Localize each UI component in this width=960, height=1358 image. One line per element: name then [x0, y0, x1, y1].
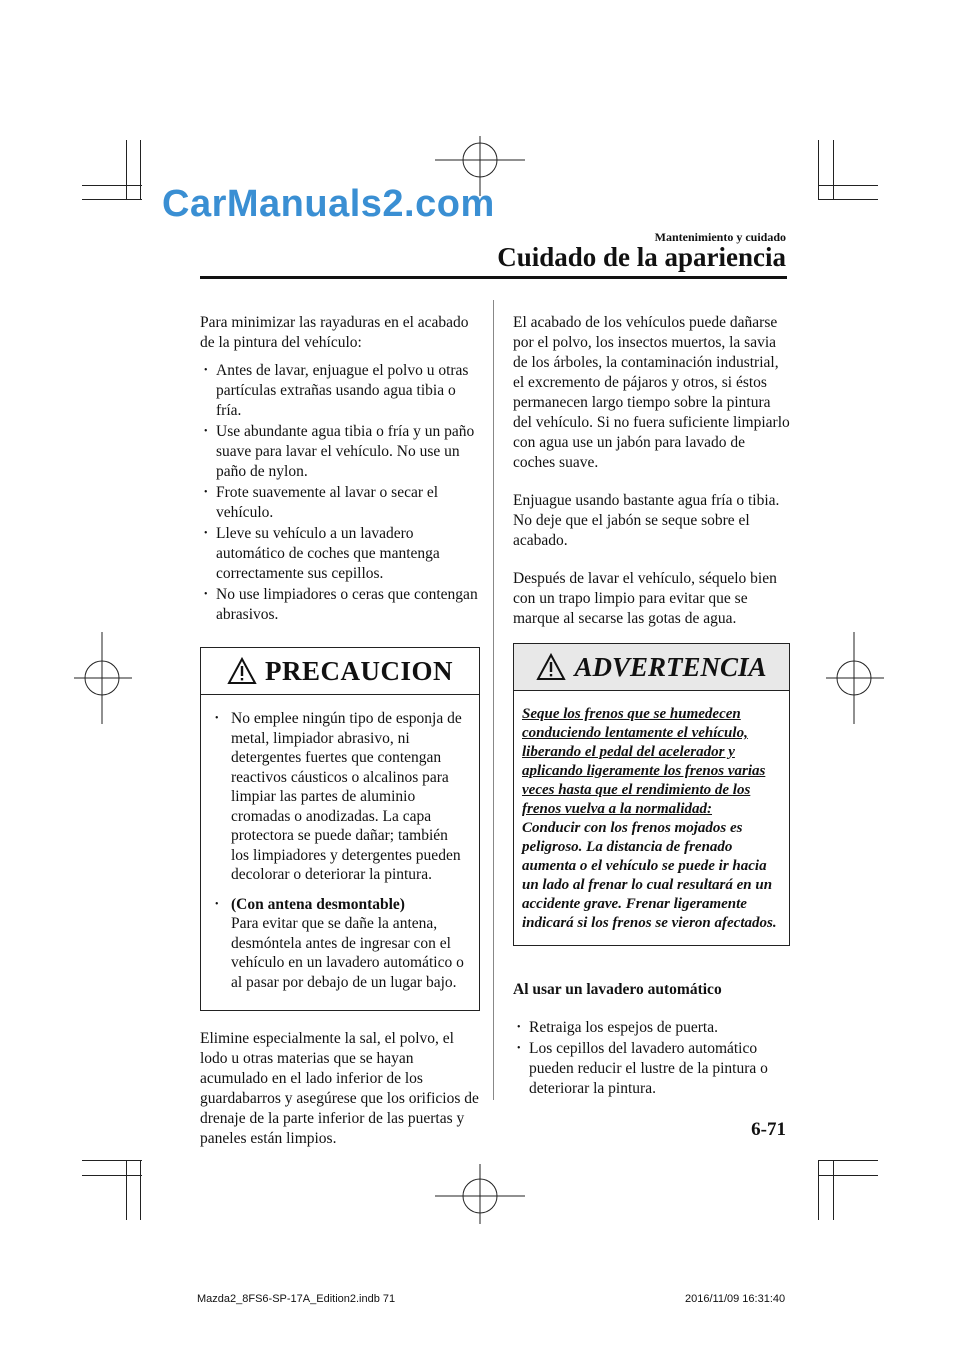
subheading: Al usar un lavadero automático	[513, 981, 722, 998]
caution-item-text: Para evitar que se dañe la antena, desmóntela antes de ingresar con el vehículo en un lavadero automático o al pasar por debajo de un lugar bajo.	[231, 915, 464, 991]
section-name: Mantenimiento y cuidado	[654, 230, 786, 244]
caution-item: • No emplee ningún tipo de esponja de metal, limpiador abrasivo, ni detergentes fuertes que contengan reactivos cáusticos o alcalinos para limpiar las partes de aluminio cromadas o anodizadas. La capa protectora se puede dañar; también los limpiadores y detergentes pueden decolorar o deteriorar la pintura.	[209, 709, 469, 885]
list-item: • Frote suavemente al lavar o secar el vehículo.	[200, 483, 480, 523]
footer-filename: Mazda2_8FS6-SP-17A_Edition2.indb 71	[197, 1293, 396, 1305]
warning-body	[514, 691, 789, 945]
scratch-tips-list	[200, 361, 480, 625]
paragraph: Enjuague usando bastante agua fría o tibia. No deje que el jabón se seque sobre el acabado.	[513, 492, 780, 549]
caution-body	[201, 695, 479, 1010]
header-rule	[200, 276, 787, 279]
page-title: Cuidado de la apariencia	[497, 242, 786, 272]
page-number: 6-71	[751, 1119, 786, 1140]
warning-text: Conducir con los frenos mojados es peligroso. La distancia de frenado aumenta o el vehículo se puede ir hacia un lado al frenar lo cual resultará en un accidente grave. Frenar ligeramente indicará si los frenos se vieron afectados.	[522, 820, 777, 931]
footer-timestamp: 2016/11/09 16:31:40	[685, 1293, 786, 1305]
right-column	[513, 313, 790, 1100]
list-item: • No use limpiadores o ceras que contengan abrasivos.	[200, 585, 480, 625]
caution-item-heading: • (Con antena desmontable)	[231, 895, 405, 913]
caution-title: PRECAUCION	[264, 656, 453, 686]
warning-box	[513, 643, 790, 946]
outro-text: Elimine especialmente la sal, el polvo, el lodo u otras materias que se hayan acumulado en el lado inferior de los guardabarros y asegúrese que los orificios de drenaje de la parte inferior de las puertas y paneles están limpios.	[200, 1030, 479, 1147]
list-item: • Los cepillos del lavadero automático pueden reducir el lustre de la pintura o deteriorar la pintura.	[513, 1039, 790, 1099]
paragraph: Después de lavar el vehículo, séquelo bien con un trapo limpio para evitar que se marque al secarse las gotas de agua.	[513, 570, 777, 627]
registration-mark-bottom	[430, 1160, 530, 1224]
left-column	[200, 313, 480, 1167]
warning-instruction: Seque los frenos que se humedecen conduciendo lentamente el vehículo, liberando el pedal del acelerador y aplicando ligeramente los frenos varias veces hasta que el rendimiento de los frenos vuelva a la normalidad:	[522, 706, 766, 817]
watermark-logo: CarManuals2.com	[162, 183, 495, 225]
caution-item	[209, 895, 469, 993]
list-item: • Antes de lavar, enjuague el polvo u otras partículas extrañas usando agua tibia o fría.	[200, 361, 480, 421]
warning-header	[514, 644, 789, 691]
carwash-tips-list	[513, 1018, 790, 1099]
registration-mark-left	[74, 632, 134, 732]
warning-triangle-icon	[536, 653, 566, 681]
registration-mark-right	[826, 632, 886, 732]
list-item: • Lleve su vehículo a un lavadero automático de coches que mantenga correctamente sus cepillos.	[200, 524, 480, 584]
warning-title: ADVERTENCIA	[574, 652, 767, 682]
list-item: • Retraiga los espejos de puerta.	[513, 1018, 790, 1038]
intro-text: Para minimizar las rayaduras en el acabado de la pintura del vehículo:	[200, 314, 469, 351]
caution-box	[200, 647, 480, 1011]
warning-triangle-icon	[227, 657, 257, 685]
caution-header	[201, 648, 479, 695]
list-item: • Use abundante agua tibia o fría y un paño suave para lavar el vehículo. No use un paño de nylon.	[200, 422, 480, 482]
column-divider	[493, 300, 494, 1100]
paragraph: El acabado de los vehículos puede dañarse por el polvo, los insectos muertos, la savia de los árboles, la contaminación industrial, el excremento de pájaros y otros, si éstos permanecen largo tiempo sobre la pintura del vehículo. Si no fuera suficiente limpiarlo con agua use un jabón para lavado de coches suave.	[513, 314, 790, 471]
